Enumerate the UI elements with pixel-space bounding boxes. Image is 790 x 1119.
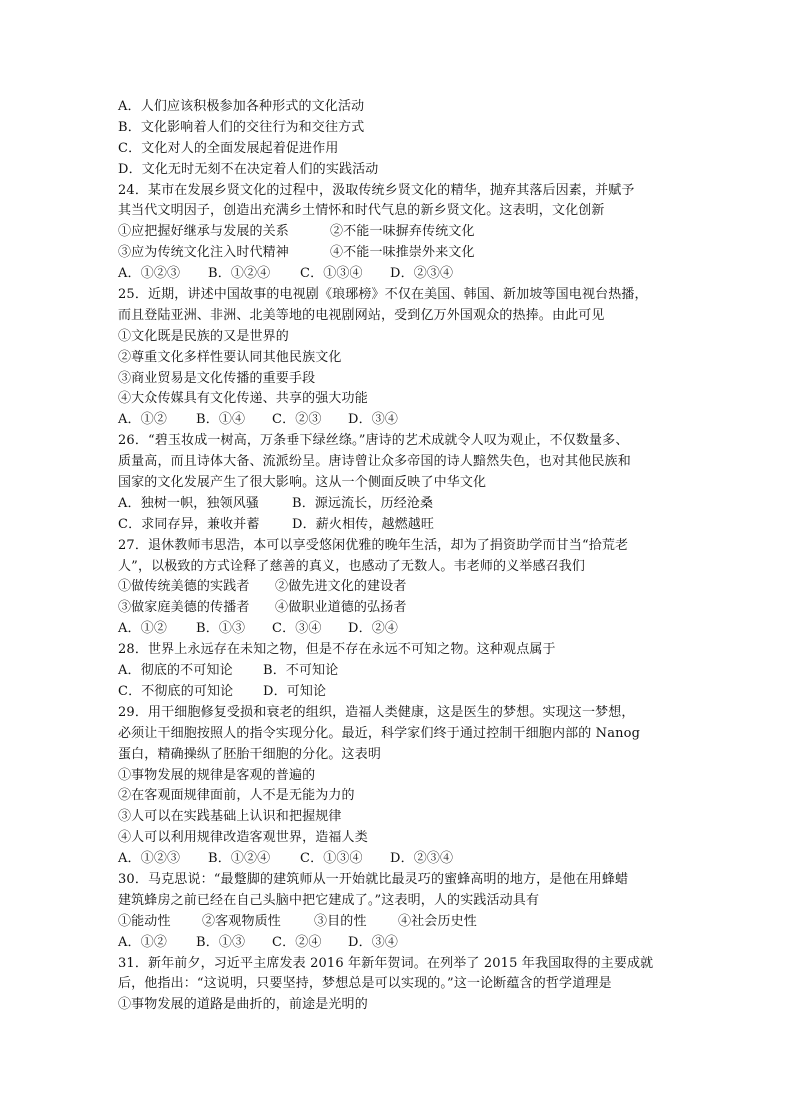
- q24-item-4: ④不能一味推崇外来文化: [330, 245, 475, 261]
- q30-stem-line: 建筑蜂房之前已经在自己头脑中把它建成了。”这表明，人的实践活动具有: [118, 892, 540, 908]
- q24-stem-line: 其当代文明因子，创造出充满乡土情怀和时代气息的新乡贤文化。这表明，文化创新: [118, 203, 605, 219]
- q30-choice-a: A．①②: [118, 934, 167, 950]
- q24-choice-d: D．②③④: [390, 266, 454, 282]
- q28-choice-a: A．彻底的不可知论: [118, 663, 233, 679]
- q24-stem-line: 24．某市在发展乡贤文化的过程中，汲取传统乡贤文化的精华，抛弃其落后因素，并赋予: [118, 182, 635, 198]
- q27-items-row: [118, 577, 678, 598]
- q25-choice-d: D．③④: [348, 412, 399, 428]
- q30-choice-c: C．②④: [272, 934, 322, 950]
- q24-choice-a: A．①②③: [118, 266, 181, 282]
- q24-item-1: ①应把握好继承与发展的关系: [118, 224, 289, 240]
- q24-choice-c: C．①③④: [300, 266, 363, 282]
- q27-item-3: ③做家庭美德的传播者: [118, 600, 250, 616]
- q25-item-1: ①文化既是民族的又是世界的: [118, 328, 289, 344]
- q29-item-4: ④人可以利用规律改造客观世界，造福人类: [118, 830, 368, 846]
- q29-item-3: ③人可以在实践基础上认识和把握规律: [118, 809, 342, 825]
- q23-option-c: C．文化对人的全面发展起着促进作用: [118, 140, 339, 156]
- q25-stem-line: 25．近期，讲述中国故事的电视剧《琅琊榜》不仅在美国、韩国、新加坡等国电视台热播，: [118, 287, 648, 303]
- q29-item-2: ②在客观面规律面前，人不是无能为力的: [118, 788, 355, 804]
- q25-item-4: ④大众传媒具有文化传递、共享的强大功能: [118, 391, 368, 407]
- q23-option-a: A．人们应该积极参加各种形式的文化活动: [118, 99, 365, 114]
- q29-stem-line: 蛋白，精确操纵了胚胎干细胞的分化。这表明: [118, 746, 382, 762]
- q27-choices: [118, 619, 678, 640]
- q28-stem-line: 28．世界上永远存在未知之物，但是不存在永远不可知之物。这种观点属于: [118, 642, 556, 658]
- q29-stem-line: 29．用干细胞修复受损和衰老的组织，造福人类健康，这是医生的梦想。实现这一梦想，: [118, 704, 635, 720]
- q25-item-2: ②尊重文化多样性要认同其他民族文化: [118, 349, 342, 365]
- q26-choice-d: D．薪火相传，越燃越旺: [292, 516, 435, 532]
- q28-choices-row: [118, 661, 678, 682]
- q28-choice-d: D．可知论: [263, 683, 327, 699]
- q24-items-row: [118, 243, 678, 264]
- q25-choice-c: C．②③: [272, 412, 322, 428]
- q25-choices: [118, 410, 678, 431]
- q26-choices-row: [118, 515, 678, 536]
- q28-choices-row: [118, 682, 678, 703]
- q29-choice-c: C．①③④: [300, 851, 363, 867]
- q30-items-row: [118, 912, 678, 933]
- q23-option-d: D．文化无时无刻不在决定着人们的实践活动: [118, 161, 379, 177]
- q25-stem-line: 而且登陆亚洲、非洲、北美等地的电视剧网站，受到亿万外国观众的热捧。由此可见: [118, 307, 605, 323]
- q26-stem-line: 国家的文化发展产生了很大影响。这从一个侧面反映了中华文化: [118, 475, 487, 491]
- q27-item-2: ②做先进文化的建设者: [275, 579, 407, 595]
- q27-items-row: [118, 598, 678, 619]
- q27-stem-line: 27．退休教师韦思浩，本可以享受悠闲优雅的晚年生活，却为了捐资助学而甘当“拾荒老: [118, 537, 629, 553]
- q24-items-row: [118, 222, 678, 243]
- q28-choice-c: C．不彻底的可知论: [118, 683, 234, 699]
- q26-choices-row: [118, 494, 678, 515]
- q30-choice-d: D．③④: [348, 934, 399, 950]
- q30-choice-b: B．①③: [196, 934, 246, 950]
- q23-option-b: B．文化影响着人们的交往行为和交往方式: [118, 119, 365, 135]
- q29-choice-b: B．①②④: [208, 851, 271, 867]
- q30-item-2: ②客观物质性: [202, 913, 281, 929]
- q26-choice-a: A．独树一帜，独领风骚: [118, 495, 260, 511]
- q26-stem-line: 质量高，而且诗体大备、流派纷呈。唐诗曾让众多帝国的诗人黯然失色，也对其他民族和: [118, 454, 631, 470]
- q26-choice-c: C．求同存异，兼收并蓄: [118, 516, 260, 532]
- q24-choices: [118, 264, 678, 285]
- q28-choice-b: B．不可知论: [263, 663, 339, 679]
- q26-stem-line: 26．“碧玉妆成一树高，万条垂下绿丝绦。”唐诗的艺术成就令人叹为观止，不仅数量多、: [118, 433, 629, 449]
- q25-choice-a: A．①②: [118, 412, 167, 428]
- q30-choices: [118, 933, 678, 954]
- q29-choice-a: A．①②③: [118, 851, 181, 867]
- q24-item-2: ②不能一味摒弃传统文化: [330, 224, 475, 240]
- q30-item-1: ①能动性: [118, 913, 171, 929]
- q29-choices: [118, 849, 678, 870]
- q30-stem-line: 30．马克思说：“最蹩脚的建筑师从一开始就比最灵巧的蜜蜂高明的地方，是他在用蜂蜡: [118, 871, 629, 887]
- q30-item-4: ④社会历史性: [398, 913, 477, 929]
- q27-item-4: ④做职业道德的弘扬者: [275, 600, 407, 616]
- q26-choice-b: B．源远流长，历经沧桑: [292, 495, 434, 511]
- q29-choice-d: D．②③④: [390, 851, 454, 867]
- q31-stem-line: 31．新年前夕，习近平主席发表 2016 年新年贺词。在列举了 2015 年我国取得的主要成就: [118, 955, 654, 971]
- question-text: [118, 97, 678, 1016]
- q29-stem-line: 必须让干细胞按照人的指令实现分化。最近，科学家们终于通过控制干细胞内部的 Nanog: [118, 725, 641, 741]
- q24-item-3: ③应为传统文化注入时代精神: [118, 245, 289, 261]
- q27-stem-line: 人”，以极致的方式诠释了慈善的真义，也感动了无数人。韦老师的义举感召我们: [118, 558, 586, 574]
- q31-stem-line: 后，他指出：“这说明，只要坚持，梦想总是可以实现的。”这一论断蕴含的哲学道理是: [118, 976, 612, 992]
- q27-choice-c: C．③④: [272, 621, 322, 637]
- q29-item-1: ①事物发展的规律是客观的普遍的: [118, 767, 316, 783]
- q27-choice-b: B．①③: [196, 621, 246, 637]
- q30-item-3: ③目的性: [314, 913, 367, 929]
- q27-choice-d: D．②④: [348, 621, 399, 637]
- q25-choice-b: B．①④: [196, 412, 246, 428]
- q25-item-3: ③商业贸易是文化传播的重要手段: [118, 370, 316, 386]
- q24-choice-b: B．①②④: [208, 266, 271, 282]
- q27-choice-a: A．①②: [118, 621, 167, 637]
- q27-item-1: ①做传统美德的实践者: [118, 579, 250, 595]
- q31-item-1: ①事物发展的道路是曲折的，前途是光明的: [118, 997, 368, 1013]
